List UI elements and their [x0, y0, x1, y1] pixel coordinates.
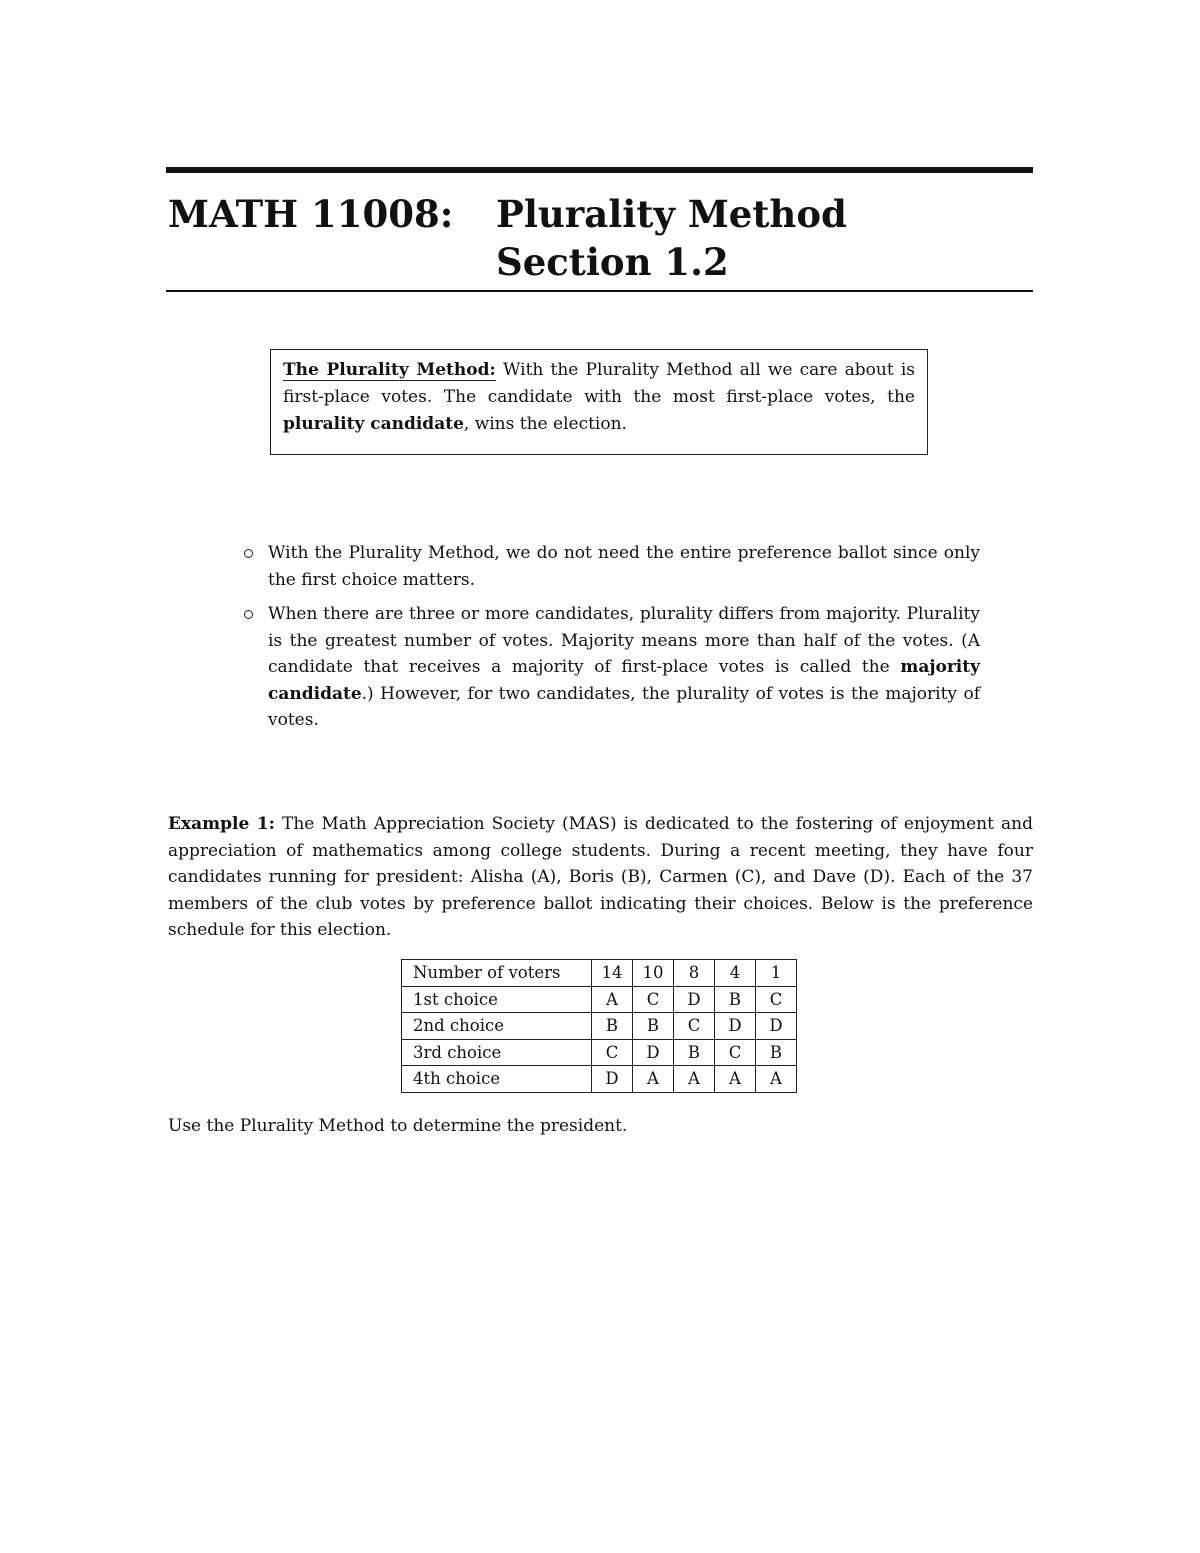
- table-cell: C: [592, 1039, 633, 1066]
- row-label: 2nd choice: [402, 1013, 592, 1040]
- section-number: Section 1.2: [496, 240, 729, 284]
- example-label: Example 1:: [168, 814, 275, 834]
- voter-count-cell: 4: [715, 960, 756, 987]
- preference-schedule-table: [401, 959, 797, 1093]
- course-number: MATH 11008:: [168, 192, 454, 236]
- definition-bold-term: plurality candidate: [283, 414, 464, 434]
- voter-count-cell: 1: [756, 960, 797, 987]
- definition-body-2: , wins the election.: [463, 414, 627, 434]
- bullet-item: [244, 601, 980, 734]
- table-header-label: Number of voters: [402, 960, 592, 987]
- table-cell: D: [674, 986, 715, 1013]
- table-cell: D: [592, 1066, 633, 1093]
- definition-body-1: With the Plurality Method all we care about is first-place votes. The candidate with the most first-place votes, the: [283, 360, 915, 407]
- table-cell: C: [715, 1039, 756, 1066]
- table-cell: A: [674, 1066, 715, 1093]
- bullet-bold-term: majority candidate: [268, 657, 980, 704]
- row-label: 4th choice: [402, 1066, 592, 1093]
- voter-count-cell: 10: [633, 960, 674, 987]
- table-cell: A: [715, 1066, 756, 1093]
- table-row: [402, 1066, 797, 1093]
- table-cell: C: [674, 1013, 715, 1040]
- bottom-rule: [166, 290, 1033, 292]
- definition-box: [270, 349, 928, 455]
- table-row: [402, 1039, 797, 1066]
- voter-count-cell: 14: [592, 960, 633, 987]
- table-cell: B: [715, 986, 756, 1013]
- table-cell: C: [756, 986, 797, 1013]
- bullet-list: [244, 540, 980, 742]
- row-label: 3rd choice: [402, 1039, 592, 1066]
- table-cell: B: [592, 1013, 633, 1040]
- table-cell: C: [633, 986, 674, 1013]
- table-cell: D: [633, 1039, 674, 1066]
- bullet-text-1: When there are three or more candidates, plurality differs from majority. Plurality is the greatest number of votes. Majority means more than half of the votes. (A candidate that receives a majority of first-place votes is called the: [268, 604, 980, 677]
- top-rule: [166, 167, 1033, 173]
- question-text: Use the Plurality Method to determine the president.: [168, 1116, 628, 1136]
- row-label: 1st choice: [402, 986, 592, 1013]
- bullet-circle-icon: [244, 610, 253, 619]
- table-header-row: [402, 960, 797, 987]
- topic-title: Plurality Method: [496, 192, 847, 236]
- bullet-item: [244, 540, 980, 593]
- table-cell: A: [633, 1066, 674, 1093]
- table-cell: B: [756, 1039, 797, 1066]
- table-cell: B: [633, 1013, 674, 1040]
- table-row: [402, 986, 797, 1013]
- definition-text: [283, 357, 915, 438]
- table-cell: D: [756, 1013, 797, 1040]
- table-row: [402, 1013, 797, 1040]
- example-text: The Math Appreciation Society (MAS) is dedicated to the fostering of enjoyment and appreciation of mathematics among college students. During a recent meeting, they have four candidates running for president: Alisha (A), Boris (B), Carmen (C), and Dave (D). Each of the 37 members of the club votes by preference ballot indicating their choices. Below is the preference schedule for this election.: [168, 814, 1033, 940]
- definition-term: The Plurality Method:: [283, 360, 496, 380]
- bullet-text-2: .) However, for two candidates, the plurality of votes is the majority of votes.: [268, 683, 980, 730]
- table-cell: A: [756, 1066, 797, 1093]
- bullet-circle-icon: [244, 549, 253, 558]
- bullet-text: With the Plurality Method, we do not need the entire preference ballot since only the first choice matters.: [268, 543, 980, 590]
- table-cell: D: [715, 1013, 756, 1040]
- voter-count-cell: 8: [674, 960, 715, 987]
- table-cell: B: [674, 1039, 715, 1066]
- table-cell: A: [592, 986, 633, 1013]
- example-paragraph: [168, 811, 1033, 944]
